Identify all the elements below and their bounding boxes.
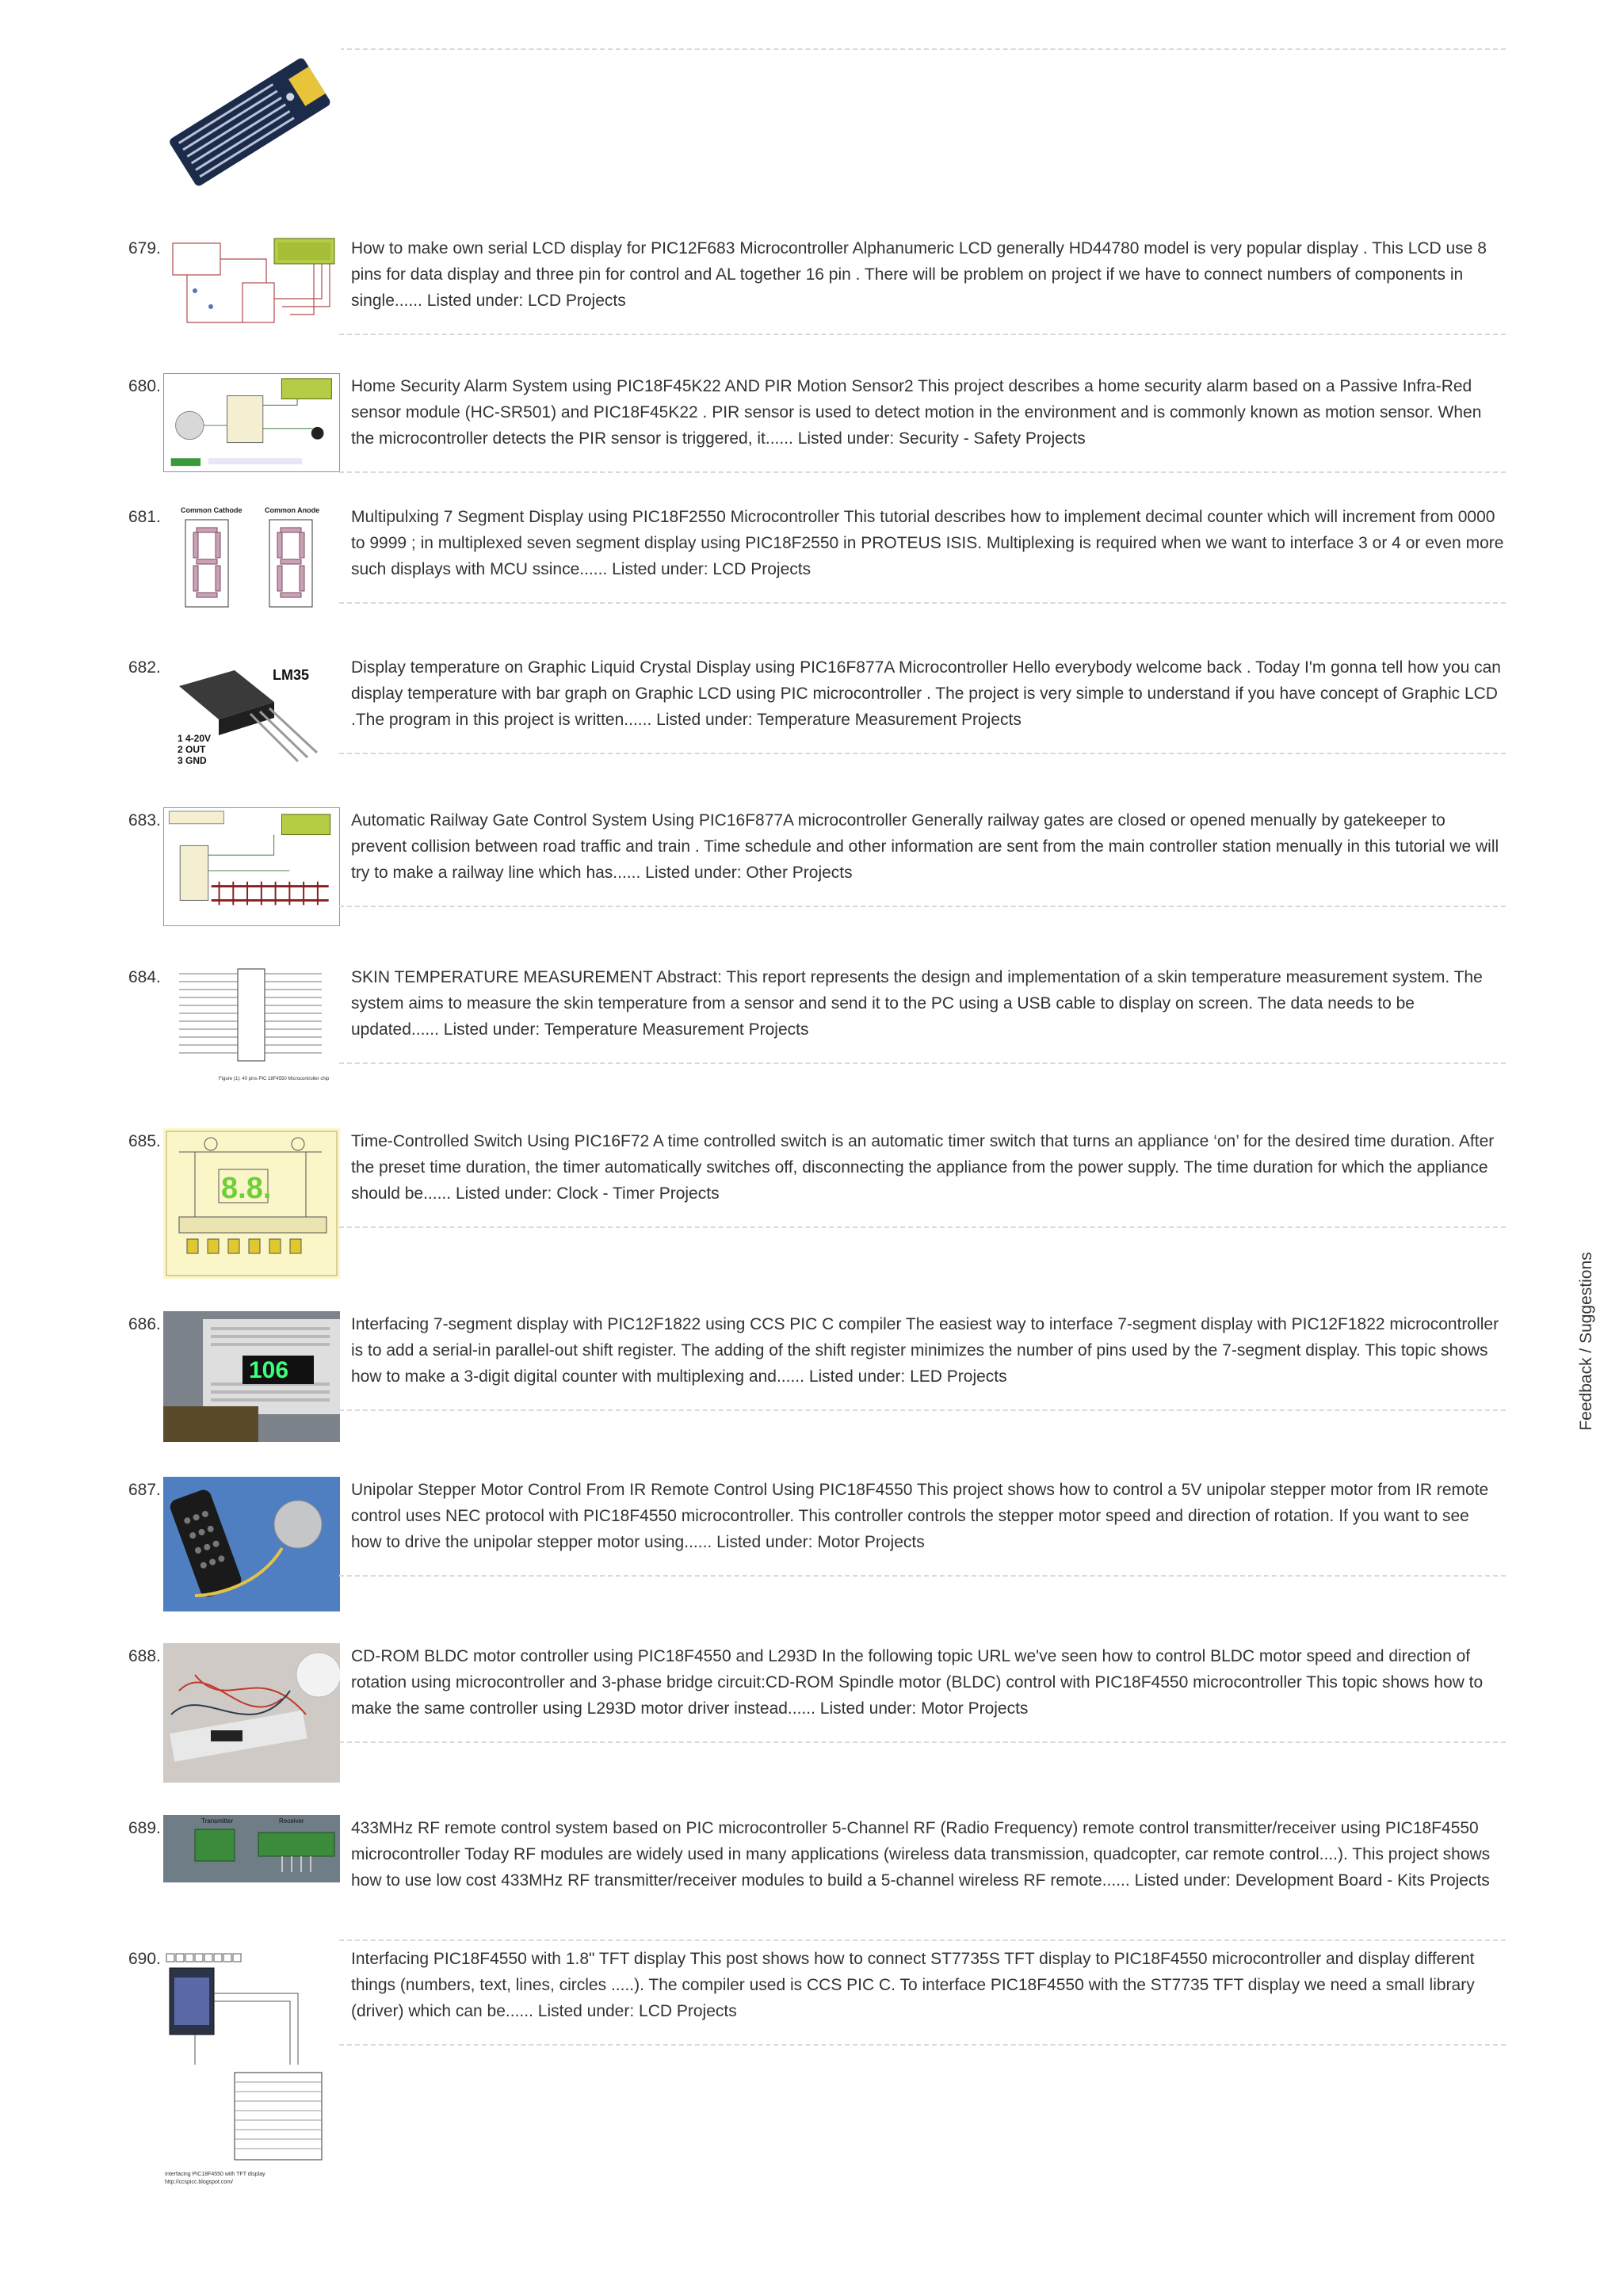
listed-under-label: Listed under: (808, 1367, 906, 1386)
item-summary: Multipulxing 7 Segment Display using PIC18F2550 Microcontroller This tutorial describes how to implement decimal counter which will increment from 0000 to 9999 ; in multiplexed seven segment display using PIC18F2550 in PROTEUS ISIS. Multiplexing is required when we want to interface 3 or 4 or even more such displays with MCU ssince...... (351, 508, 1504, 578)
item-summary: Interfacing 7-segment display with PIC12F1822 using CCS PIC C compiler The easiest way to interface 7-segment display with PIC12F1822 microcontroller is to add a serial-in parallel-out shift register. The adding of the shift register minimizes the number of pins used by the 7-segment display. This topic shows how to make a 3-digit digital counter with multiplexing and...... (351, 1315, 1499, 1386)
item-summary: CD-ROM BLDC motor controller using PIC18F4550 and L293D In the following topic URL we've seen how to control BLDC motor speed and direction of rotation using microcontroller and 3-phase bridge circuit:CD-ROM Spindle motor (BLDC) control with PIC18F4550 microcontroller This topic shows how to make the same controller using L293D motor driver instead...... (351, 1647, 1484, 1718)
lm35-pin1: 1 4-20V (178, 733, 212, 744)
category-link[interactable]: Security - Safety Projects (899, 429, 1086, 448)
separator (339, 1409, 1506, 1411)
common-anode-label: Common Anode (265, 506, 320, 514)
feedback-tab[interactable] (1575, 1252, 1598, 1431)
rf-modules-photo (163, 1815, 340, 1882)
item-description (351, 1128, 1504, 1207)
schematic-image (164, 808, 339, 925)
listed-under-label: Listed under: (797, 429, 895, 448)
chip-pinout-image (163, 964, 340, 1088)
schematic-image (163, 1128, 340, 1279)
pic-chip-thumbnail[interactable] (163, 964, 340, 1088)
timer-digits: 8.8. (221, 1172, 272, 1205)
listed-under-label: Listed under: (645, 864, 742, 882)
category-link[interactable]: Development Board - Kits Projects (1235, 1871, 1490, 1890)
separator (339, 906, 1506, 907)
item-number: 690. (128, 1950, 161, 1968)
stepper-motor-photo (163, 1477, 340, 1611)
timer-switch-thumbnail[interactable] (163, 1128, 340, 1279)
item-summary: SKIN TEMPERATURE MEASUREMENT Abstract: This report represents the design and implementation of a skin temperature measurement system. The system aims to measure the skin temperature from a sensor and send it to the PC using a USB cable to display on screen. The data needs to be updated...... (351, 968, 1483, 1039)
category-link[interactable]: Motor Projects (817, 1533, 925, 1551)
item-number: 688. (128, 1647, 161, 1665)
item-summary: How to make own serial LCD display for PIC12F683 Microcontroller Alphanumeric LCD generally HD44780 model is very popular display . This LCD use 8 pins for data display and three pin for control and AL together 16 pin . There will be problem on project if we have to connect numbers of components in single...... (351, 239, 1487, 310)
rf-transmitter-label: Transmitter (201, 1817, 234, 1825)
item-summary: Automatic Railway Gate Control System Using PIC16F877A microcontroller Generally railway gates are closed or opened menually by gatekeeper to prevent collision between road traffic and train . Time schedule and other information are sent from the main controller station menually in this tutorial we will try to make a railway line which has...... (351, 811, 1499, 882)
seven-segment-diagram (163, 504, 340, 615)
item-description (351, 1815, 1504, 1894)
category-link[interactable]: LED Projects (910, 1367, 1007, 1386)
category-link[interactable]: Temperature Measurement Projects (757, 711, 1022, 729)
rf-receiver-label: Receiver (279, 1817, 304, 1825)
item-description (351, 235, 1504, 314)
listed-under-label: Listed under: (716, 1533, 813, 1551)
item-description (351, 504, 1504, 582)
schematic-image (164, 374, 339, 471)
item-description (351, 373, 1504, 452)
listed-under-label: Listed under: (537, 2002, 635, 2020)
category-link[interactable]: Other Projects (746, 864, 853, 882)
water-sensor-image (162, 46, 341, 187)
item-number: 687. (128, 1481, 161, 1499)
separator (339, 1062, 1506, 1064)
feedback-label[interactable]: Feedback / Suggestions (1577, 1252, 1595, 1431)
listed-under-label: Listed under: (1134, 1871, 1231, 1890)
bldc-controller-photo (163, 1643, 340, 1783)
separator (339, 334, 1506, 335)
item-summary: Interfacing PIC18F4550 with 1.8" TFT display This post shows how to connect ST7735S TFT display to PIC18F4550 microcontroller and display different things (numbers, text, lines, circles .....). The compiler used is CCS PIC C. To interface PIC18F4550 with the ST7735 TFT display we need a small library (driver) which can be...... (351, 1950, 1475, 2020)
common-cathode-label: Common Cathode (181, 506, 242, 514)
listed-under-label: Listed under: (819, 1699, 917, 1718)
lm35-thumbnail[interactable] (163, 654, 340, 772)
seven-segment-thumbnail[interactable] (163, 504, 340, 615)
item-summary: Home Security Alarm System using PIC18F45K22 AND PIR Motion Sensor2 This project describes a home security alarm based on a Passive Infra-Red sensor module (HC-SR501) and PIC18F45K22 . PIR sensor is used to detect motion in the environment and is commonly known as motion sensor. When the microcontroller detects the PIR sensor is triggered, it...... (351, 377, 1482, 448)
category-link[interactable]: LCD Projects (528, 292, 626, 310)
tft-schematic-image (163, 1946, 340, 2187)
item-number: 685. (128, 1132, 161, 1150)
category-link[interactable]: Motor Projects (921, 1699, 1029, 1718)
bldc-controller-thumbnail[interactable] (163, 1643, 340, 1783)
item-description (351, 1643, 1504, 1722)
tft-display-thumbnail[interactable] (163, 1946, 340, 2187)
separator (339, 1575, 1506, 1577)
item-summary: 433MHz RF remote control system based on PIC microcontroller 5-Channel RF (Radio Frequency) remote control transmitter/receiver using PIC18F4550 microcontroller Today RF modules are widely used in many applications (wireless data transmission, quadcopter, car remote control....). This project shows how to use low cost 433MHz RF transmitter/receiver modules to build a 5-channel wireless RF remote...... (351, 1819, 1491, 1890)
item-summary: Time-Controlled Switch Using PIC16F72 A time controlled switch is an automatic timer switch that turns an appliance ‘on’ for the desired time duration. After the preset time duration, the timer automatically switches off, disconnecting the appliance from the power supply. The time duration for which the appliance should be...... (351, 1132, 1495, 1203)
listed-under-label: Listed under: (443, 1020, 540, 1039)
counter-digits: 106 (249, 1357, 289, 1383)
railway-gate-thumbnail[interactable] (163, 807, 340, 926)
item-number: 684. (128, 968, 161, 986)
listed-under-label: Listed under: (426, 292, 524, 310)
item-number: 683. (128, 811, 161, 830)
separator (339, 602, 1506, 604)
item-number: 686. (128, 1315, 161, 1333)
separator (339, 48, 1506, 50)
item-description (351, 654, 1504, 733)
item-number: 681. (128, 508, 161, 526)
item-number: 680. (128, 377, 161, 395)
listed-under-label: Listed under: (656, 711, 753, 729)
separator (339, 1226, 1506, 1228)
item-description (351, 1477, 1504, 1555)
item-description (351, 1946, 1504, 2024)
tft-url: http://ccspicc.blogspot.com/ (165, 2180, 233, 2185)
separator (339, 753, 1506, 754)
tft-caption: Interfacing PIC18F4550 with TFT display (165, 2172, 265, 2177)
water-sensor-thumbnail[interactable] (162, 46, 341, 187)
lm35-label: LM35 (273, 667, 310, 683)
chip-caption: Figure (1): 40 pins PIC 18F4550 Microcontroller chip (219, 1077, 330, 1081)
lm35-pin3: 3 GND (178, 755, 207, 766)
item-summary: Unipolar Stepper Motor Control From IR Remote Control Using PIC18F4550 This project shows how to control a 5V unipolar stepper motor from IR remote control uses NEC protocol with PIC18F4550 microcontroller. This controller controls the stepper motor speed and direction of rotation. If you want to see how to drive the unipolar stepper motor using...... (351, 1481, 1489, 1551)
item-number: 682. (128, 658, 161, 677)
item-description (351, 964, 1504, 1043)
stepper-motor-thumbnail[interactable] (163, 1477, 340, 1611)
seven-segment-counter-thumbnail[interactable] (163, 1311, 340, 1442)
item-number: 689. (128, 1819, 161, 1837)
rf-remote-thumbnail[interactable] (163, 1815, 340, 1882)
listed-under-label: Listed under: (612, 560, 708, 578)
listed-under-label: Listed under: (455, 1184, 552, 1203)
item-description (351, 807, 1504, 886)
separator (339, 471, 1506, 473)
item-summary: Display temperature on Graphic Liquid Crystal Display using PIC16F877A Microcontroller Hello everybody welcome back . Today I'm gonna tell how you can display temperature with bar graph on Graphic LCD using PIC microcontroller . The project is very simple to understand if you have concept of Graphic LCD .The program in this project is written...... (351, 658, 1501, 729)
serial-lcd-thumbnail[interactable] (163, 235, 340, 334)
category-link[interactable]: Temperature Measurement Projects (544, 1020, 809, 1039)
lm35-sensor-image (163, 654, 340, 772)
category-link[interactable]: LCD Projects (639, 2002, 737, 2020)
lm35-pin2: 2 OUT (178, 744, 206, 755)
category-link[interactable]: Clock - Timer Projects (556, 1184, 720, 1203)
separator (339, 2044, 1506, 2046)
item-number: 679. (128, 239, 161, 257)
separator (339, 1741, 1506, 1743)
category-link[interactable]: LCD Projects (712, 560, 812, 578)
item-description (351, 1311, 1504, 1390)
schematic-image (163, 235, 340, 334)
separator (339, 1939, 1506, 1941)
breadboard-photo (163, 1311, 340, 1442)
security-alarm-thumbnail[interactable] (163, 373, 340, 472)
